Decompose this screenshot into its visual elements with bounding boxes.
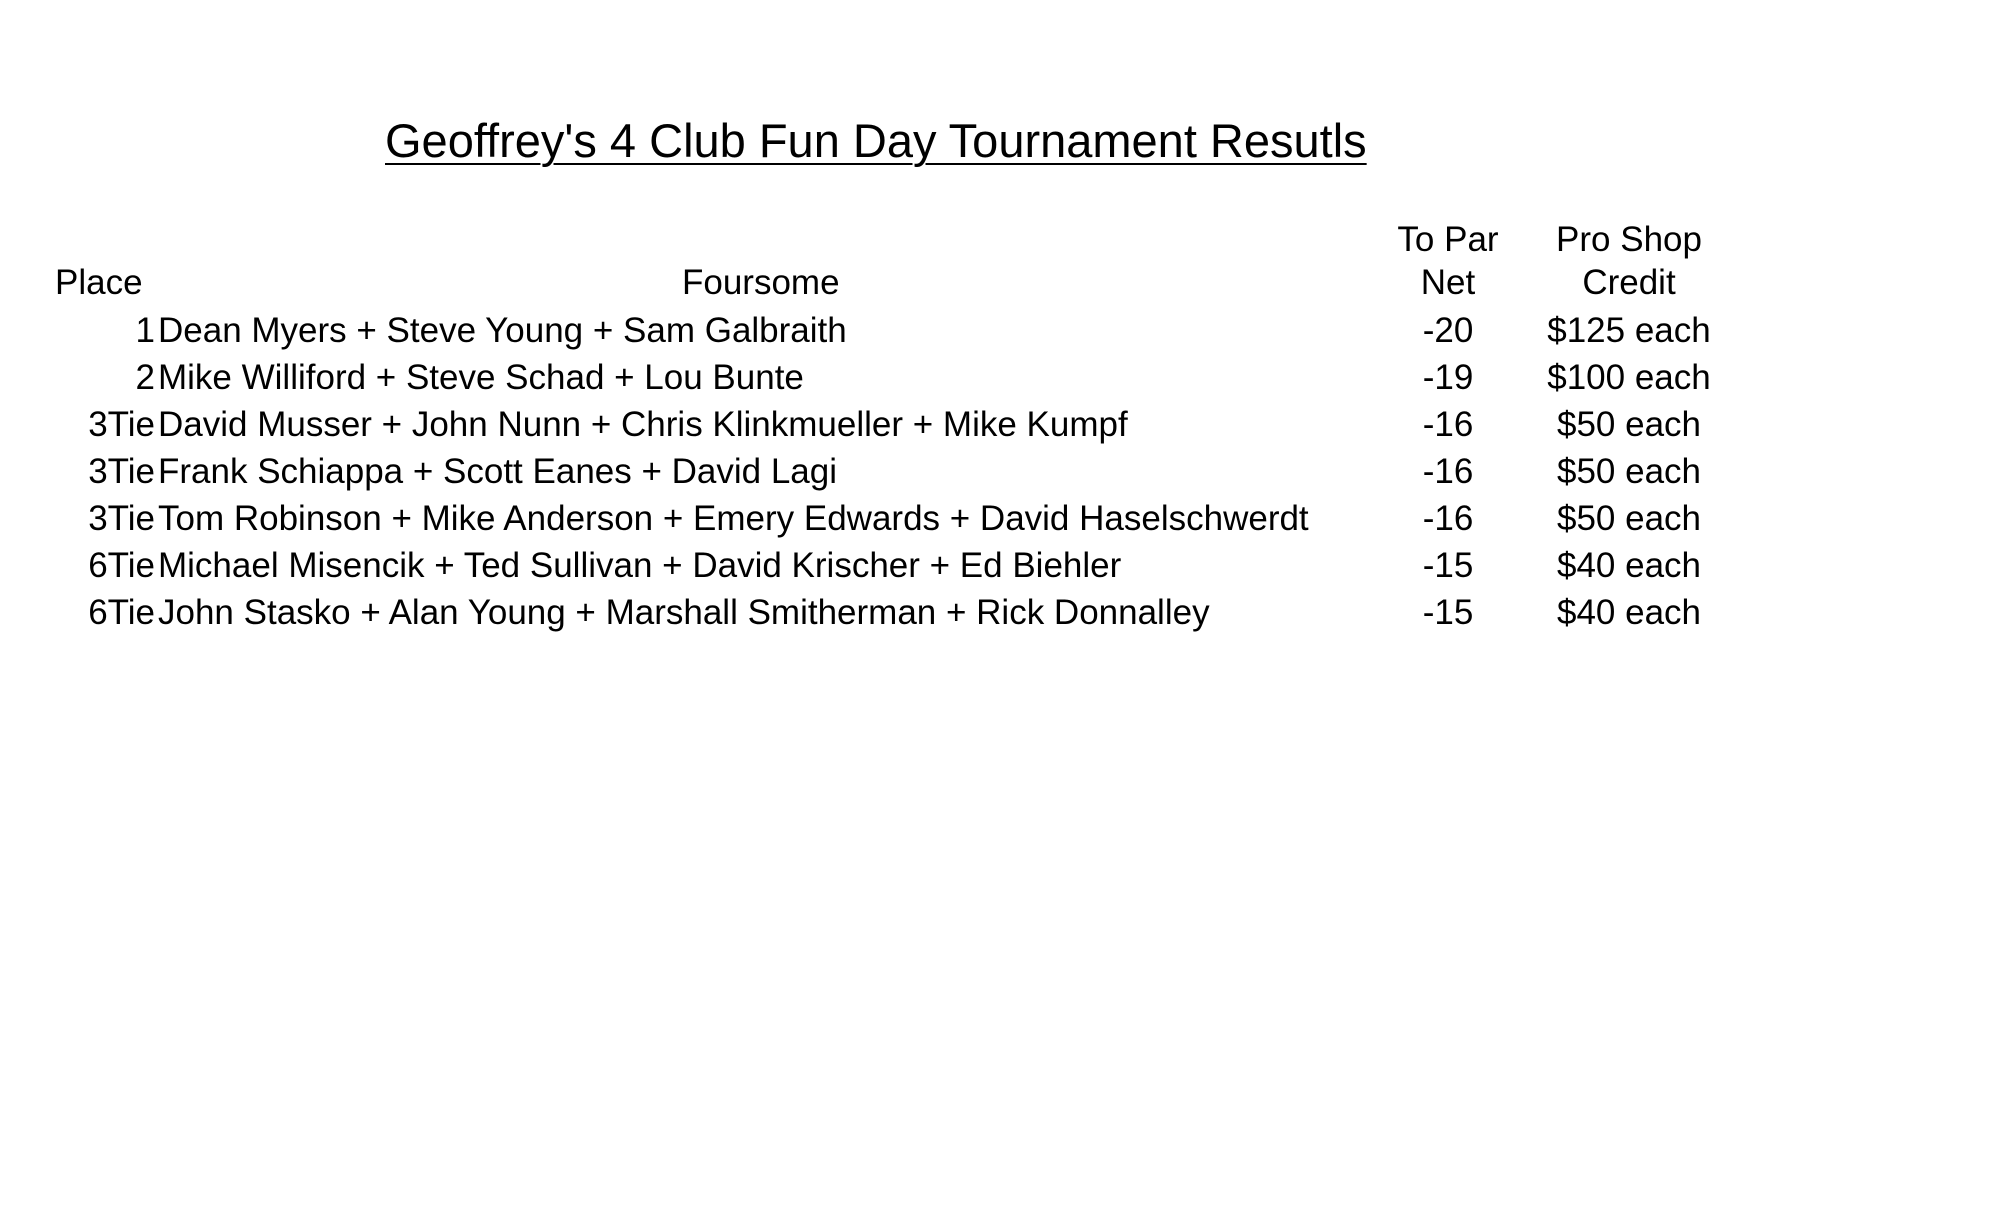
row-foursome: Mike Williford + Steve Schad + Lou Bunte	[158, 358, 804, 397]
row-foursome: Dean Myers + Steve Young + Sam Galbraith	[158, 311, 847, 350]
row-foursome: David Musser + John Nunn + Chris Klinkmueller + Mike Kumpf	[158, 405, 1128, 444]
row-place: 3Tie	[88, 405, 155, 444]
row-credit: $40 each	[1556, 546, 1702, 585]
row-to-par: -19	[1422, 358, 1474, 397]
row-credit: $100 each	[1547, 358, 1711, 397]
row-place: 3Tie	[88, 499, 155, 538]
header-credit-line1: Pro Shop	[1556, 220, 1702, 259]
row-to-par: -16	[1422, 452, 1474, 491]
row-credit: $125 each	[1547, 311, 1711, 350]
row-to-par: -15	[1422, 546, 1474, 585]
page-title: Geoffrey's 4 Club Fun Day Tournament Resutls	[385, 114, 1367, 167]
row-place: 6Tie	[88, 593, 155, 632]
row-place: 2	[135, 358, 155, 397]
row-credit: $40 each	[1556, 593, 1702, 632]
row-credit: $50 each	[1556, 499, 1702, 538]
row-to-par: -16	[1422, 499, 1474, 538]
header-to-par-line2: Net	[1420, 263, 1476, 302]
row-credit: $50 each	[1556, 452, 1702, 491]
header-place: Place	[55, 263, 143, 302]
row-place: 1	[135, 311, 155, 350]
row-foursome: Tom Robinson + Mike Anderson + Emery Edwards + David Haselschwerdt	[158, 499, 1309, 538]
row-to-par: -15	[1422, 593, 1474, 632]
header-credit-line2: Credit	[1582, 263, 1676, 302]
row-to-par: -16	[1422, 405, 1474, 444]
row-place: 6Tie	[88, 546, 155, 585]
row-foursome: Michael Misencik + Ted Sullivan + David Krischer + Ed Biehler	[158, 546, 1122, 585]
header-to-par-line1: To Par	[1397, 220, 1499, 259]
row-credit: $50 each	[1556, 405, 1702, 444]
row-foursome: John Stasko + Alan Young + Marshall Smitherman + Rick Donnalley	[158, 593, 1210, 632]
row-foursome: Frank Schiappa + Scott Eanes + David Lagi	[158, 452, 838, 491]
header-foursome: Foursome	[682, 263, 840, 302]
row-to-par: -20	[1422, 311, 1474, 350]
row-place: 3Tie	[88, 452, 155, 491]
